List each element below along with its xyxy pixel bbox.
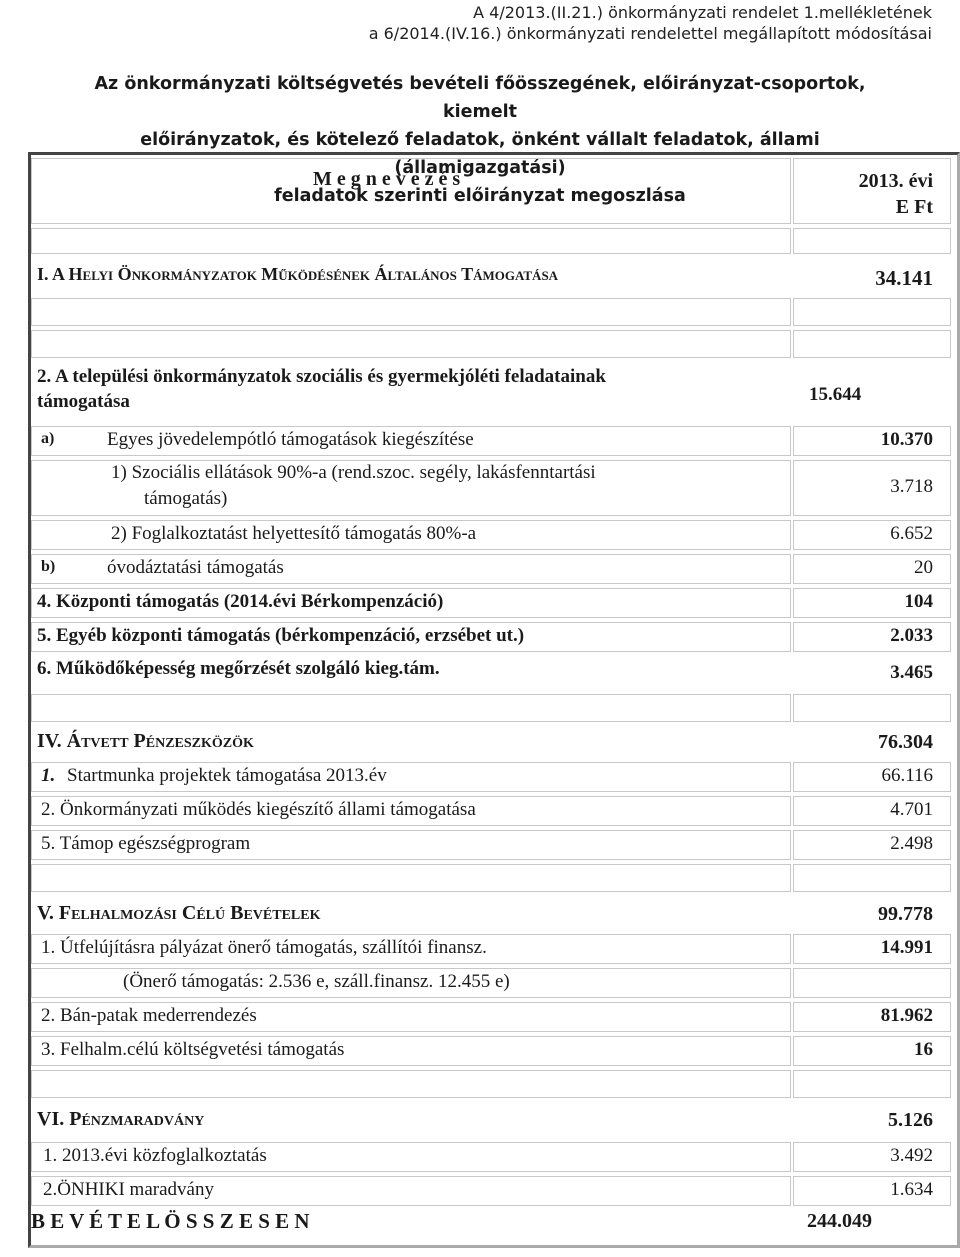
empty-row	[31, 228, 951, 254]
row-b-label: óvodáztatási támogatás	[107, 557, 284, 578]
section-vi-label: VI. Pénzmaradvány	[37, 1108, 205, 1130]
total-value: 244.049	[807, 1210, 872, 1232]
row-vi-2-label: 2.ÖNHIKI maradvány	[43, 1179, 214, 1200]
row-v-1-note-text: (Önerő támogatás: 2.536 e, száll.finansz. 12.455 e)	[123, 971, 510, 992]
row-iv-1	[31, 762, 951, 792]
row-a-2	[31, 520, 951, 550]
row-iv-2-label: 2. Önkormányzati működés kiegészítő állami támogatása	[41, 799, 476, 820]
row-v-2-value: 81.962	[880, 1005, 933, 1026]
row-b	[31, 554, 951, 584]
row-a-1-label-1: 1) Szociális ellátások 90%-a (rend.szoc. segély, lakásfenntartási	[111, 462, 596, 483]
row-a-1-label-2: támogatás)	[144, 488, 228, 509]
header-line-2: a 6/2014.(IV.16.) önkormányzati rendelettel megállapított módosításai	[368, 24, 932, 43]
column-unit-header: E Ft	[895, 196, 933, 218]
row-vi-1-label: 1. 2013.évi közfoglalkoztatás	[43, 1145, 267, 1166]
row-v-2	[31, 1002, 951, 1032]
empty-row	[31, 1070, 951, 1098]
section-vi-value: 5.126	[888, 1109, 933, 1131]
empty-row	[31, 864, 951, 892]
empty-row	[31, 330, 951, 358]
row-vi-2-value: 1.634	[890, 1179, 933, 1200]
row-2-label-2: támogatása	[37, 391, 130, 412]
row-a-1-value: 3.718	[890, 476, 933, 497]
header-line-1: A 4/2013.(II.21.) önkormányzati rendelet 1.mellékletének	[473, 3, 932, 22]
section-i-value: 34.141	[875, 266, 933, 290]
row-v-3	[31, 1036, 951, 1066]
row-v-2-label: 2. Bán-patak mederrendezés	[41, 1005, 257, 1026]
section-iv-label: IV. Átvett Pénzeszközök	[37, 730, 254, 752]
title-line-3: feladatok szerinti előirányzat megoszlása	[274, 186, 686, 206]
section-vi-row	[31, 1106, 951, 1138]
section-v-row	[31, 898, 951, 930]
row-iv-1-number: 1.	[41, 765, 56, 786]
section-iv-value: 76.304	[878, 731, 933, 753]
total-label: B E V É T E L Ö S S Z E S E N	[31, 1209, 310, 1233]
title-line-2: előirányzatok, és kötelező feladatok, önként vállalt feladatok, állami (államigazgatási)	[140, 130, 820, 178]
row-a-label: Egyes jövedelempótló támogatások kiegészítése	[107, 429, 474, 450]
row-b-value: 20	[914, 557, 933, 578]
row-2-label-1: 2. A települési önkormányzatok szociális és gyermekjóléti feladatainak	[37, 366, 606, 387]
row-4-value: 104	[904, 591, 933, 612]
section-i-label: I. A Helyi Önkormányzatok Működésének Általános Támogatása	[37, 264, 559, 284]
column-year-header: 2013. évi	[858, 170, 933, 192]
row-v-1-label: 1. Útfelújításra pályázat önerő támogatás, szállítói finansz.	[41, 937, 487, 958]
row-v-3-value: 16	[914, 1039, 933, 1060]
column-label-header: M e g n e v e z é s	[313, 168, 461, 190]
row-a-1	[31, 460, 951, 516]
total-row	[31, 1208, 951, 1240]
row-iv-2	[31, 796, 951, 826]
row-a-2-value: 6.652	[890, 523, 933, 544]
row-6-label: 6. Működőképesség megőrzését szolgáló kieg.tám.	[37, 658, 440, 679]
row-iv-5	[31, 830, 951, 860]
row-iv-2-value: 4.701	[890, 799, 933, 820]
row-5	[31, 622, 951, 652]
row-iv-5-label: 5. Támop egészségprogram	[41, 833, 251, 854]
row-iv-1-label: Startmunka projektek támogatása 2013.év	[67, 765, 387, 786]
title-line-1: Az önkormányzati költségvetés bevételi főösszegének, előirányzat-csoportok, kiemelt	[94, 74, 866, 122]
row-4	[31, 588, 951, 618]
table-header-row	[31, 158, 951, 224]
row-v-1-value: 14.991	[880, 937, 933, 958]
row-a	[31, 426, 951, 456]
row-a-2-label: 2) Foglalkoztatást helyettesítő támogatás 80%-a	[111, 523, 477, 544]
section-v-label: V. Felhalmozási Célú Bevételek	[37, 902, 321, 924]
section-i-row	[31, 258, 951, 294]
empty-row	[31, 298, 951, 326]
empty-row	[31, 694, 951, 722]
row-b-key: b)	[41, 558, 56, 575]
row-6	[31, 656, 951, 692]
row-2-value: 15.644	[809, 384, 862, 405]
row-4-label: 4. Központi támogatás (2014.évi Bérkompenzáció)	[37, 591, 444, 612]
row-iv-1-value: 66.116	[881, 765, 933, 786]
section-v-value: 99.778	[878, 903, 933, 925]
row-v-3-label: 3. Felhalm.célú költségvetési támogatás	[41, 1039, 345, 1060]
row-6-value: 3.465	[890, 662, 933, 683]
section-iv-row	[31, 728, 951, 758]
row-vi-2	[31, 1176, 951, 1206]
row-5-value: 2.033	[890, 625, 933, 646]
row-iv-5-value: 2.498	[890, 833, 933, 854]
row-a-key: a)	[41, 430, 55, 447]
row-vi-1	[31, 1142, 951, 1172]
row-vi-1-value: 3.492	[890, 1145, 933, 1166]
row-a-value: 10.370	[880, 429, 933, 450]
row-v-1-note	[31, 968, 951, 998]
row-2	[31, 364, 951, 420]
row-v-1	[31, 934, 951, 964]
row-5-label: 5. Egyéb központi támogatás (bérkompenzáció, erzsébet ut.)	[37, 625, 525, 646]
